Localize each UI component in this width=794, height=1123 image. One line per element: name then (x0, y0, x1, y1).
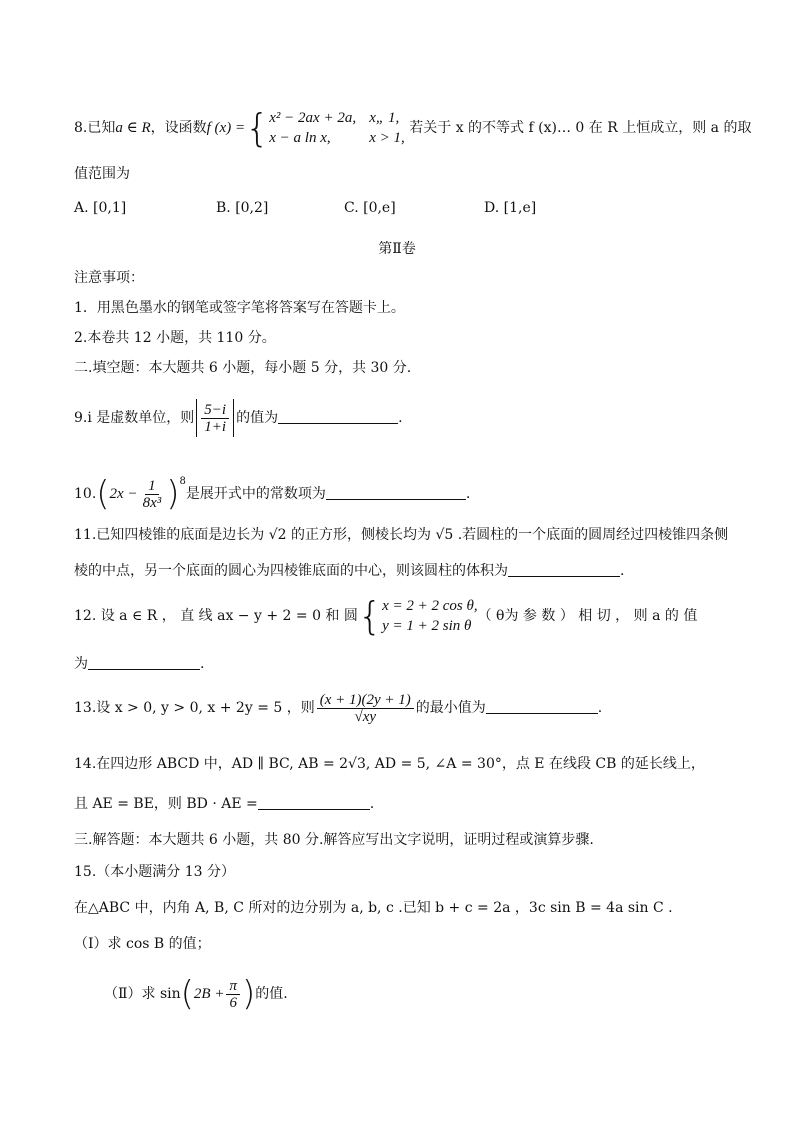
q8-line2: 值范围为 (74, 166, 130, 182)
q12-text2: （ θ为 参 数 ） 相 切 ， 则 a 的 值 (477, 608, 698, 624)
q8-fx: f (x) = (206, 120, 246, 136)
q9-numerator: 5−i (201, 402, 229, 419)
q14-line2-wrap (74, 794, 374, 814)
part-3-heading: 三.解答题：本大题共 6 小题，共 80 分.解答应写出文字说明，证明过程或演算步骤. (74, 832, 594, 848)
question-9 (74, 398, 403, 438)
q10-answer-blank[interactable] (326, 485, 466, 500)
q12-end: . (200, 656, 205, 672)
q13-fraction (317, 692, 414, 725)
q10-prefix: 10. (74, 486, 97, 502)
question-13 (74, 688, 602, 728)
q10-end: . (465, 486, 471, 502)
q10-fraction (140, 478, 165, 511)
q10-paren-right: ) (166, 474, 180, 514)
q8-suffix: 若关于 x 的不等式 f (x)… 0 在 R 上恒成立，则 a 的取 (409, 120, 752, 136)
q10-power: 8 (179, 476, 186, 487)
notes-item-2: 2.本卷共 12 小题，共 110 分。 (74, 330, 276, 346)
q12-brace: { (357, 594, 383, 638)
q9-answer-blank[interactable] (278, 409, 398, 424)
q15-pi-over-6 (226, 978, 240, 1011)
q15-paren-right: ) (241, 974, 256, 1014)
q9-denominator: 1+i (204, 418, 227, 435)
q8-case2-cond: x > 1, (369, 130, 405, 146)
q15-six: 6 (229, 994, 237, 1011)
q15-part2-prefix: （Ⅱ）求 sin (104, 986, 181, 1002)
q10-paren-left: ( (96, 474, 110, 514)
question-10 (74, 462, 470, 514)
q11-answer-blank[interactable] (508, 562, 620, 577)
q13-numerator: (x + 1)(2y + 1) (317, 692, 414, 709)
q11-line2-wrap (74, 561, 624, 581)
part-2-heading: 二.填空题：本大题共 6 小题，每小题 5 分，共 30 分. (74, 360, 412, 376)
q8-prefix: 8.已知 (74, 120, 116, 136)
q8-case2-expr: x − a ln x, (269, 130, 331, 146)
q8-option-a: A. [0,1] (74, 200, 127, 216)
q15-pi: π (226, 978, 240, 995)
q9-text1: i 是虚数单位，则 (87, 410, 195, 426)
q9-text2: 的值为 (236, 410, 279, 426)
q12-line2-wrap (74, 654, 204, 674)
q8-option-b: B. [0,2] (216, 200, 269, 216)
q12-text1: 12. 设 a ∈ R ， 直 线 ax − y + 2 = 0 和 圆 (74, 608, 358, 624)
q8-case1-expr: x² − 2ax + 2a, (269, 110, 357, 126)
q8-option-c: C. [0,e] (344, 200, 396, 216)
q11-end: . (620, 563, 625, 579)
q15-header: 15.（本小题满分 13 分） (74, 864, 235, 880)
q10-numerator: 1 (145, 478, 159, 495)
q15-part2-expr: 2B + (193, 986, 225, 1002)
q12-answer-blank[interactable] (88, 655, 200, 670)
q11-line1: 11.已知四棱锥的底面是边长为 √2 的正方形，侧棱长均为 √5 .若圆柱的一个底面的圆周经过四棱锥四条侧 (74, 527, 729, 543)
q13-answer-blank[interactable] (486, 699, 598, 714)
q8-option-d: D. [1,e] (484, 200, 537, 216)
question-8 (74, 108, 751, 148)
section-2-title: 第Ⅱ卷 (378, 241, 416, 257)
q13-end: . (597, 700, 603, 716)
q12-param-equations (382, 596, 478, 636)
q15-paren-left: ( (180, 974, 194, 1014)
q9-end: . (398, 410, 403, 426)
q14-line1: 14.在四边形 ABCD 中，AD ∥ BC, AB = 2√3, AD = 5, ∠A = 30°，点 E 在线段 CB 的延长线上， (74, 756, 705, 772)
q15-part1: （Ⅰ）求 cos B 的值； (74, 936, 211, 952)
q13-text1: 13.设 x > 0, y > 0, x + 2y = 5 ，则 (74, 700, 315, 716)
q15-stem: 在△ABC 中，内角 A, B, C 所对的边分别为 a, b, c .已知 b + c = 2a ，3c sin B = 4a sin C . (74, 900, 673, 916)
q10-denominator: 8x³ (142, 494, 162, 511)
q10-text: 是展开式中的常数项为 (185, 486, 326, 502)
notes-item-1: 1．用黑色墨水的钢笔或签字笔将答案写在答题卡上。 (74, 300, 405, 316)
notes-title: 注意事项： (74, 270, 144, 286)
q8-mid: ，设函数 (150, 120, 207, 136)
q9-abs-left (196, 399, 197, 437)
question-12 (74, 594, 697, 638)
q8-case1-cond: x„ 1, (369, 110, 400, 126)
q14-line2: 且 AE = BE，则 BD · AE = (74, 796, 258, 812)
q15-part2 (104, 972, 288, 1016)
q14-answer-blank[interactable] (258, 795, 370, 810)
q12-line2: 为 (74, 656, 88, 672)
q14-end: . (369, 796, 375, 812)
q8-a-in-r: a ∈ R (115, 120, 151, 136)
q13-text2: 的最小值为 (415, 700, 486, 716)
q8-piecewise (269, 108, 405, 148)
q8-brace: { (245, 106, 270, 150)
q15-part2-suffix: 的值. (255, 986, 288, 1002)
q10-term1: 2x − (109, 486, 138, 502)
q9-prefix: 9. (74, 410, 88, 426)
q12-case2: y = 1 + 2 sin θ (382, 618, 472, 634)
q9-abs-right (233, 399, 234, 437)
q13-denominator: √xy (354, 708, 377, 725)
q12-case1: x = 2 + 2 cos θ, (382, 598, 478, 614)
q11-line2: 棱的中点，另一个底面的圆心为四棱锥底面的中心，则该圆柱的体积为 (74, 563, 508, 579)
q9-fraction (201, 402, 229, 435)
